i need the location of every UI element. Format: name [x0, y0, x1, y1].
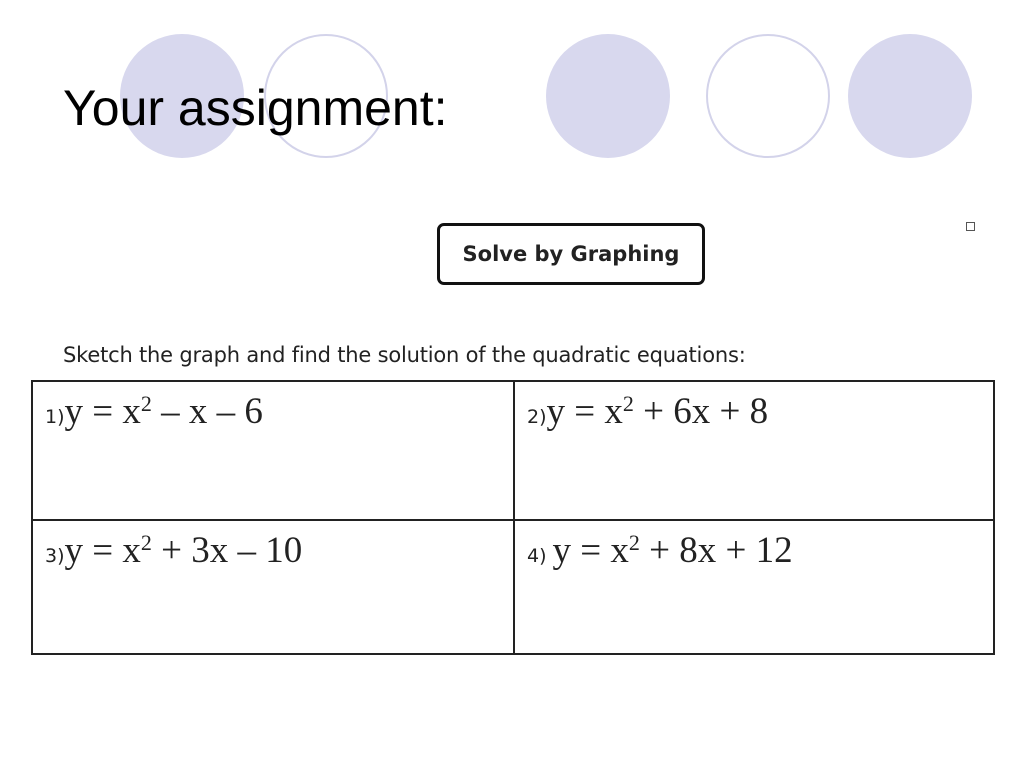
problem-cell-3: [33, 521, 515, 653]
problem-number: 4): [527, 545, 553, 567]
instructions-text: Sketch the graph and find the solution of the quadratic equations:: [63, 343, 746, 367]
problem-cell-1: [33, 382, 515, 521]
heading-label: Solve by Graphing: [462, 242, 680, 266]
decorative-circle-5: [848, 34, 972, 158]
problem-cell-4: [515, 521, 993, 653]
problem-number: 1): [45, 406, 65, 428]
equation: $y = x^2 + 8x + 12$: [552, 529, 793, 571]
equation: $y = x^2 - x - 6$: [64, 390, 263, 432]
decorative-circle-3: [546, 34, 670, 158]
decorative-circle-4: [706, 34, 830, 158]
problem-table: [31, 380, 995, 655]
slide-title: Your assignment:: [63, 80, 448, 136]
problem-number: 2): [527, 406, 547, 428]
equation: $y = x^2 + 3x - 10$: [64, 529, 303, 571]
solve-by-graphing-heading: [437, 223, 705, 285]
problem-cell-2: [515, 382, 993, 521]
equation: $y = x^2 + 6x + 8$: [546, 390, 769, 432]
checkbox-bullet-icon: [966, 222, 975, 231]
problem-number: 3): [45, 545, 65, 567]
